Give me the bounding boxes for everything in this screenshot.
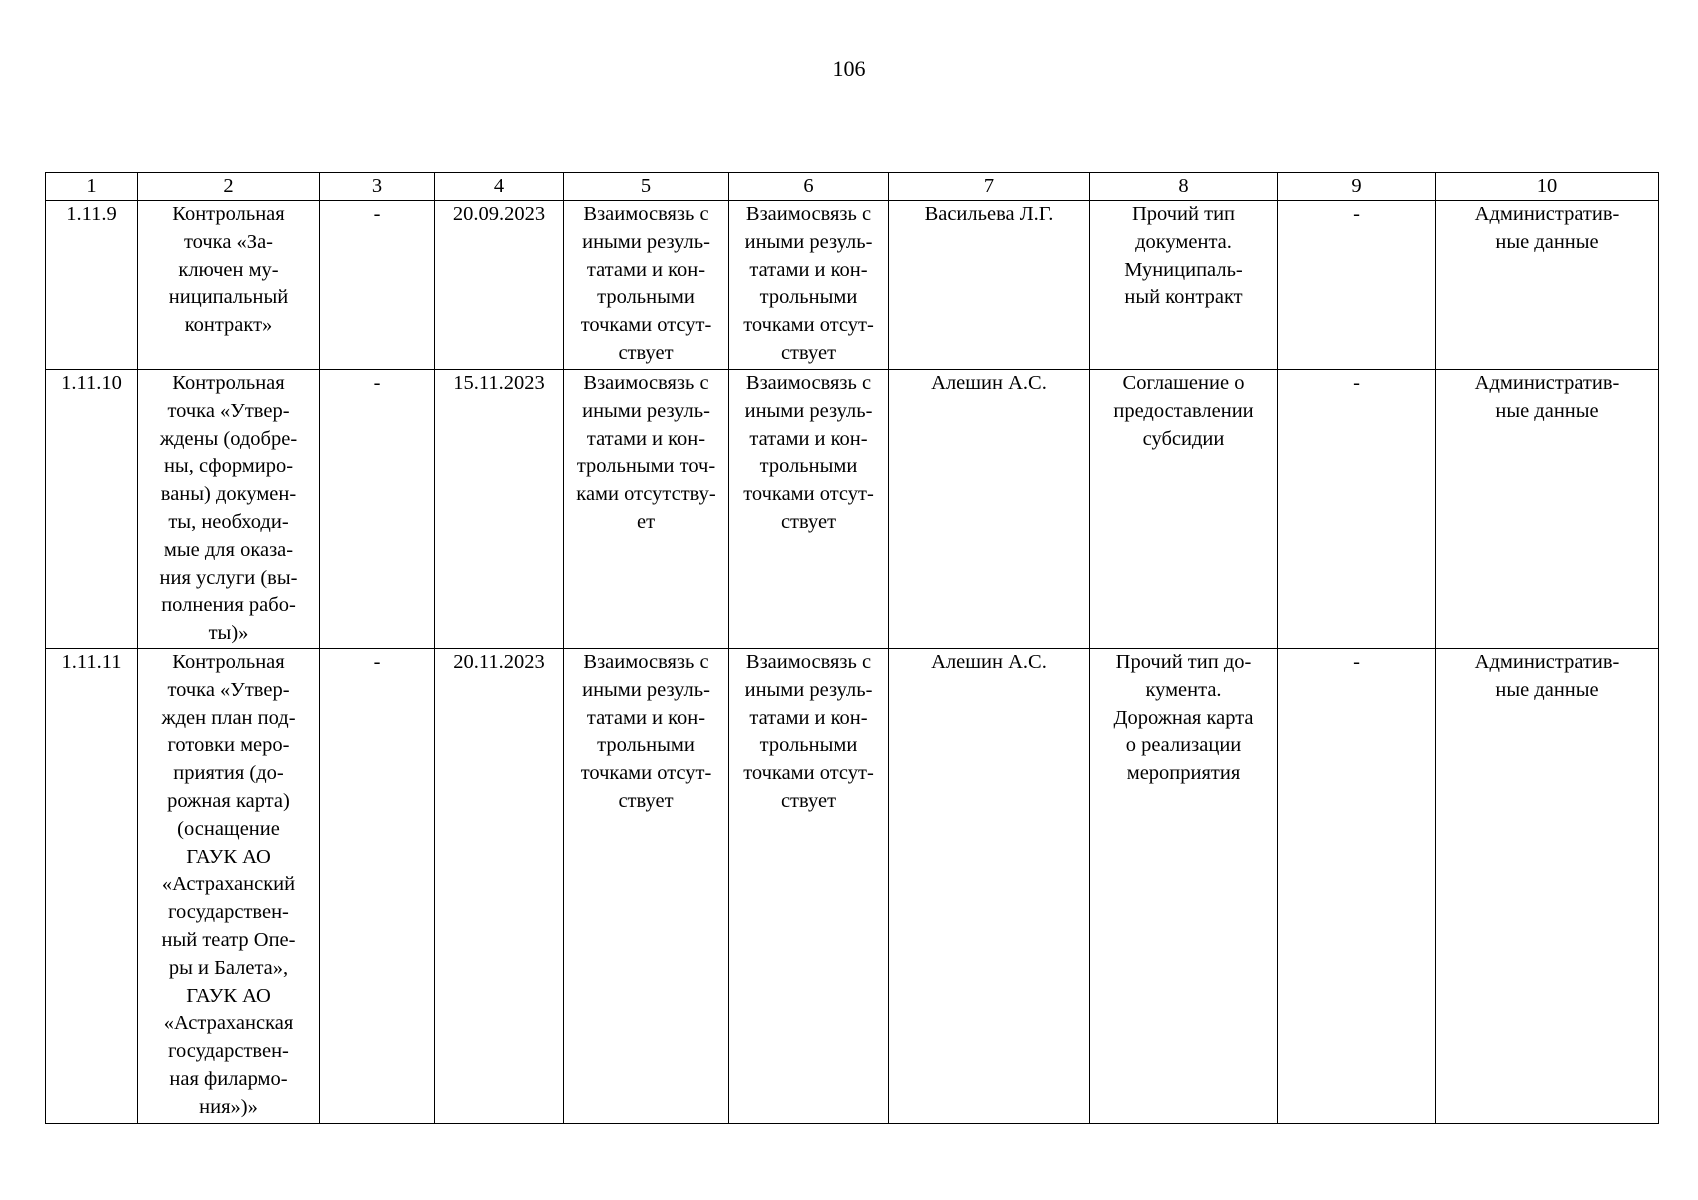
cell-col6 [729,201,889,370]
table-row [46,648,1659,1123]
cell-responsible: Алешин А.С. [889,648,1090,1123]
cell-line: трольными [759,734,858,757]
cell-line: предоставлении [1113,399,1254,422]
cell-line: ками отсутству- [576,483,716,506]
cell-line: ны, сформиро- [163,455,294,478]
cell-col6 [729,648,889,1123]
table-row [46,201,1659,370]
cell-line: мероприятия [1126,762,1241,785]
cell-line: Взаимосвязь с [583,203,709,225]
column-header-3: 3 [320,173,435,201]
cell-col10 [1436,370,1659,649]
cell-line: приятия (до- [173,762,284,785]
cell-line: точками отсут- [743,762,874,785]
cell-line: Взаимосвязь с [583,650,709,673]
cell-line: ГАУК АО [186,845,271,868]
document-table [45,172,1659,1124]
cell-line: трольными [759,286,858,309]
cell-line: рожная карта) [167,789,290,812]
cell-line: трольными [759,455,858,478]
cell-line: государствен- [168,901,289,924]
cell-line: ный контракт [1124,286,1243,309]
cell-title [138,201,320,370]
cell-line: татами и кон- [749,706,868,729]
cell-line: ствует [780,510,837,533]
column-header-10: 10 [1436,173,1659,201]
cell-line: иными резуль- [582,399,710,422]
cell-line: иными резуль- [744,678,873,701]
cell-line: ниципальный [168,286,289,309]
column-header-5: 5 [564,173,729,201]
cell-line: ния услуги (вы- [159,566,298,589]
cell-line: точками отсут- [743,483,874,506]
cell-line: ные данные [1495,230,1599,253]
cell-line: иными резуль- [582,230,710,253]
cell-col8 [1090,201,1278,370]
cell-line: Административ- [1474,650,1620,673]
cell-date: 20.09.2023 [435,201,564,370]
cell-line: жден план под- [161,706,296,729]
cell-responsible: Васильева Л.Г. [889,201,1090,370]
cell-line: точка «Утвер- [167,678,290,701]
cell-col9: - [1278,201,1436,370]
cell-line: ры и Балета», [168,956,289,979]
cell-line: полнения рабо- [161,594,296,617]
cell-line: Прочий тип [1131,203,1236,225]
cell-line: Муниципаль- [1124,258,1243,281]
cell-line: татами и кон- [586,427,706,450]
cell-line: Соглашение о [1122,372,1245,394]
cell-line: ет [636,510,656,533]
cell-col9: - [1278,370,1436,649]
cell-col3: - [320,201,435,370]
cell-line: точками отсут- [580,314,712,337]
cell-line: ные данные [1495,678,1599,701]
cell-col10 [1436,648,1659,1123]
cell-line: Прочий тип до- [1115,650,1252,673]
cell-line: татами и кон- [749,258,868,281]
cell-line: точка «Утвер- [167,399,290,422]
cell-line: «Астраханский [161,873,296,896]
column-header-2: 2 [138,173,320,201]
cell-col10 [1436,201,1659,370]
cell-line: Административ- [1474,203,1620,225]
cell-line: трольными [597,734,695,757]
cell-line: точками отсут- [580,762,712,785]
column-header-6: 6 [729,173,889,201]
cell-responsible: Алешин А.С. [889,370,1090,649]
cell-line: трольными точ- [576,455,716,478]
cell-line: о реализации [1125,734,1242,757]
cell-line: субсидии [1142,427,1225,450]
cell-line: ствует [618,341,674,364]
cell-line: ствует [780,341,837,364]
cell-line: ствует [618,789,674,812]
cell-col3: - [320,370,435,649]
cell-col8 [1090,370,1278,649]
cell-line: ГАУК АО [186,984,271,1007]
cell-line: ствует [780,789,837,812]
cell-line: ные данные [1495,399,1599,422]
column-header-4: 4 [435,173,564,201]
cell-line: ния»)» [199,1095,258,1118]
cell-col6 [729,370,889,649]
cell-line: государствен- [168,1040,289,1063]
table-row [46,370,1659,649]
cell-line: Взаимосвязь с [583,372,709,394]
cell-line: Дорожная карта [1113,706,1254,729]
cell-line: Взаимосвязь с [745,203,872,225]
cell-line: ваны) докумен- [160,483,297,506]
cell-line: ждены (одобре- [159,427,298,450]
cell-line: готовки меро- [167,734,290,757]
column-header-8: 8 [1090,173,1278,201]
cell-line: точка «За- [183,230,274,253]
cell-line: татами и кон- [586,706,706,729]
cell-date: 20.11.2023 [435,648,564,1123]
cell-line: Контрольная [172,203,285,225]
cell-line: иными резуль- [744,230,873,253]
cell-line: Взаимосвязь с [745,650,872,673]
cell-title [138,648,320,1123]
cell-line: Контрольная [172,650,285,673]
cell-line: Взаимосвязь с [745,372,872,394]
cell-line: «Астраханская [163,1012,294,1035]
cell-line: контракт» [184,314,273,337]
cell-col3: - [320,648,435,1123]
cell-code: 1.11.10 [46,370,138,649]
cell-col8 [1090,648,1278,1123]
page-number: 106 [832,56,866,81]
cell-col9: - [1278,648,1436,1123]
cell-col5 [564,370,729,649]
cell-line: документа. [1135,230,1232,253]
cell-line: Контрольная [172,372,285,394]
cell-line: иными резуль- [744,399,873,422]
column-header-9: 9 [1278,173,1436,201]
cell-line: трольными [597,286,695,309]
cell-date: 15.11.2023 [435,370,564,649]
cell-line: ты)» [208,622,249,645]
cell-title [138,370,320,649]
cell-line: иными резуль- [582,678,710,701]
header-row [46,173,1659,201]
cell-line: ключен му- [178,258,279,281]
cell-col5 [564,648,729,1123]
cell-col5 [564,201,729,370]
column-header-1: 1 [46,173,138,201]
cell-line: ный театр Опе- [161,928,296,951]
cell-line: татами и кон- [749,427,868,450]
cell-line: Административ- [1474,372,1620,394]
cell-code: 1.11.9 [46,201,138,370]
cell-line: (оснащение [177,817,280,840]
cell-code: 1.11.11 [46,648,138,1123]
cell-line: ты, необходи- [168,510,289,533]
cell-line: татами и кон- [586,258,706,281]
cell-line: мые для оказа- [163,538,294,561]
column-header-7: 7 [889,173,1090,201]
cell-line: кумента. [1145,678,1222,701]
cell-line: точками отсут- [743,314,874,337]
cell-line: ная филармо- [169,1067,288,1090]
